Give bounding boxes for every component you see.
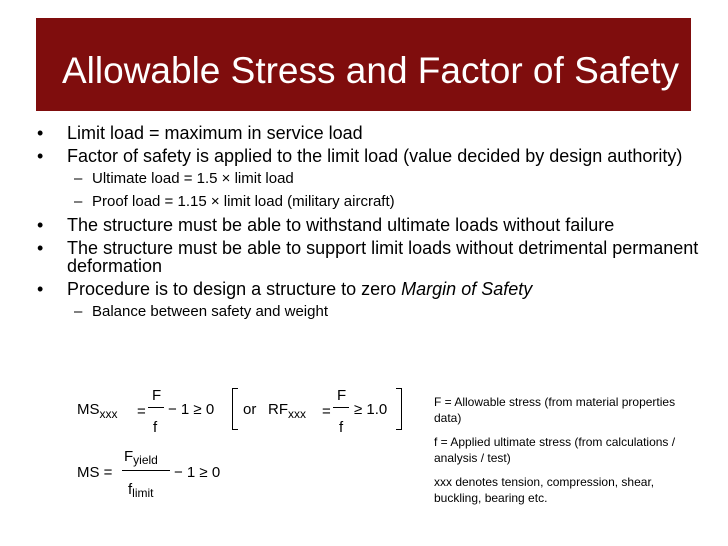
equals-sign: = (322, 403, 331, 420)
bullet-marker: • (37, 238, 44, 258)
note-item: f = Applied ultimate stress (from calculations / analysis / test) (434, 435, 676, 465)
dash-marker: – (74, 303, 83, 320)
bullet-text: The structure must be able to support limit loads without detrimental permanent deformation (67, 238, 699, 276)
bullet-marker: • (37, 215, 44, 235)
bullet-item (0, 147, 700, 165)
bullet-text: The structure must be able to withstand ultimate loads without failure (67, 215, 615, 235)
slide-title: Allowable Stress and Factor of Safety (62, 50, 679, 91)
frac-den: f (339, 419, 344, 436)
sub-bullet-text: Ultimate load = 1.5 × limit load (92, 170, 294, 187)
frac-num: F (337, 387, 347, 404)
formula-tail: − 1 ≥ 0 (174, 464, 221, 481)
sub-bullet-item (0, 193, 700, 210)
fraction-bar (148, 407, 164, 408)
bullet-marker: • (37, 123, 44, 143)
note-item: xxx denotes tension, compression, shear, buckling, bearing etc. (434, 475, 655, 505)
left-bracket (232, 388, 238, 430)
bullet-item (0, 124, 700, 142)
formula-tail: ≥ 1.0 (354, 401, 388, 418)
fraction-bar (122, 470, 170, 471)
frac-den: f (153, 419, 158, 436)
bullet-marker: • (37, 146, 44, 166)
equals-sign: = (137, 403, 146, 420)
fraction-bar (333, 407, 349, 408)
notes-panel (434, 394, 684, 514)
bullet-text: Limit load = maximum in service load (67, 123, 363, 143)
or-text: or (243, 401, 257, 418)
bullet-text: Factor of safety is applied to the limit load (value decided by design authority) (67, 146, 683, 166)
bullet-item (0, 216, 700, 234)
sub-bullet-text: Balance between safety and weight (92, 303, 328, 320)
bullet-text: Procedure is to design a structure to zero (67, 279, 402, 299)
dash-marker: – (74, 193, 83, 210)
note-item: F = Allowable stress (from material properties data) (434, 395, 676, 425)
bullet-marker: • (37, 279, 44, 299)
bullet-emphasis: Margin of Safety (401, 279, 533, 299)
rf-lhs: $RF_{xxx}$ (268, 401, 306, 421)
right-bracket (396, 388, 402, 430)
sub-bullet-text: Proof load = 1.15 × limit load (military aircraft) (92, 193, 395, 210)
frac-den: $f_{limit}$ (128, 481, 154, 500)
formula-tail: − 1 ≥ 0 (168, 401, 215, 418)
bullet-list (0, 124, 700, 326)
sub-bullet-item (0, 170, 700, 187)
dash-marker: – (74, 170, 83, 187)
bullet-item (0, 239, 700, 275)
ms-lhs: $MS_{xxx}$ (77, 401, 118, 421)
bullet-item (0, 280, 700, 298)
sub-bullet-item (0, 303, 700, 320)
frac-num: $F_{yield}$ (124, 448, 158, 467)
frac-num: F (152, 387, 162, 404)
ms-lhs: MS = (77, 464, 113, 481)
